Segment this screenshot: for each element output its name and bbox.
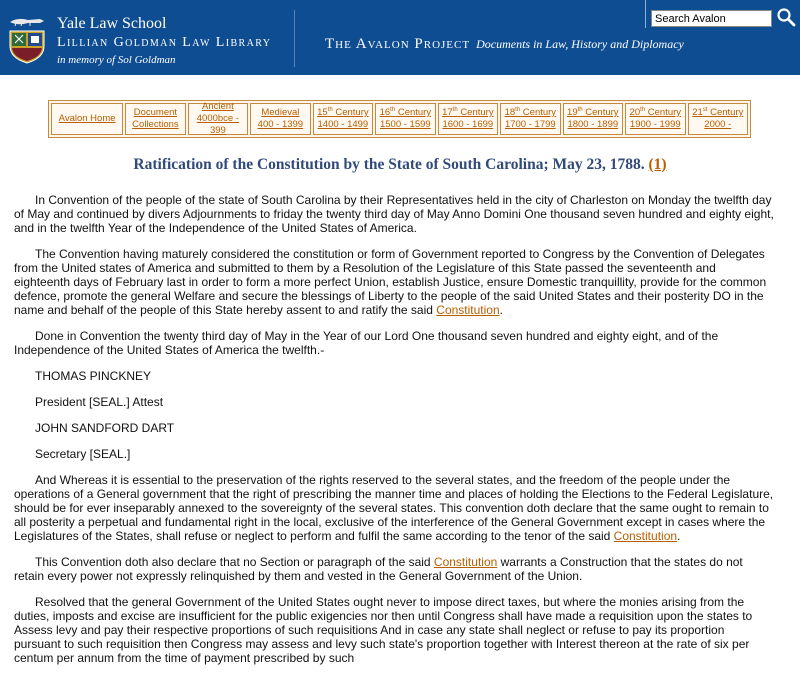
paragraph-1: In Convention of the people of the state of South Carolina by their Representatives held in the city of Charleston on Monday the twelfth day of May and continued by divers Adjournments to friday the twenty third day of May Anno Domini One thousand seven hundred and eighty eight, and in the twelfth Year of the Independence of the United States of America. xyxy=(14,193,774,235)
nav-label xyxy=(189,101,247,137)
signature-title: Secretary [SEAL.] xyxy=(35,447,131,461)
nav-sup: th xyxy=(515,106,521,113)
nav-word: Century xyxy=(522,107,557,118)
alligator-icon xyxy=(8,14,46,28)
nav-sup: st xyxy=(702,106,708,113)
nav-label xyxy=(258,107,303,131)
nav-18th-century[interactable] xyxy=(500,103,560,135)
nav-num: 17 xyxy=(442,107,453,118)
nav-word: Century xyxy=(647,107,682,118)
nav-label xyxy=(630,107,682,131)
signature-name: JOHN SANDFORD DART xyxy=(35,421,175,435)
yale-shield-icon xyxy=(8,30,46,64)
paragraph-text: This Convention doth also declare that no Section or paragraph of the said xyxy=(35,555,434,569)
nav-label xyxy=(505,107,557,131)
nav-line2: 1500 - 1599 xyxy=(379,119,431,130)
nav-avalon-home[interactable] xyxy=(51,103,123,135)
nav-word: Century xyxy=(710,107,744,118)
constitution-link[interactable]: Constitution xyxy=(613,529,678,543)
nav-line2: Collections xyxy=(132,119,179,130)
project-name: The Avalon Project xyxy=(325,36,471,52)
nav-medieval[interactable] xyxy=(250,103,310,135)
paragraph-5 xyxy=(14,555,774,583)
nav-sup: th xyxy=(452,106,458,113)
nav-label xyxy=(442,107,494,131)
paragraph-text: . xyxy=(677,529,681,543)
paragraph-text: . xyxy=(499,303,503,317)
nav-15th-century[interactable] xyxy=(313,103,373,135)
nav-line2: 1400 - 1499 xyxy=(317,119,369,130)
nav-21st-century[interactable] xyxy=(688,103,748,135)
magnifier-icon[interactable] xyxy=(776,7,796,27)
paragraph-4 xyxy=(14,473,774,543)
library-name: Lillian Goldman Law Library xyxy=(57,35,272,50)
nav-sup: th xyxy=(577,106,583,113)
project-subtitle: Documents in Law, History and Diplomacy xyxy=(476,37,684,51)
paragraph-6: Resolved that the general Government of the United States ought never to impose direct taxes, but where the monies arising from the duties, imposts and excise are insufficient for the public exigencies nor then until Congress shall have made a requisition upon the states to Assess levy and pay their respective proportions of such requisitions And in case any state shall neglect or refuse to pay its proportion pursuant to such requisition then Congress may assess and levy such state's proportion together with Interest thereon at the rate of six per centum per annum from the time of payment prescribed by such xyxy=(14,595,753,665)
constitution-link[interactable]: Constitution xyxy=(433,555,498,569)
constitution-link[interactable]: Constitution xyxy=(436,303,500,317)
header-divider xyxy=(294,10,295,67)
nav-label xyxy=(692,107,743,131)
signature-title: President [SEAL.] Attest xyxy=(35,395,164,409)
nav-line2: 2000 - xyxy=(704,119,732,130)
nav-label: Avalon Home xyxy=(58,113,116,124)
nav-line2: 1800 - 1899 xyxy=(567,119,619,130)
nav-line2: 400 - 1399 xyxy=(257,119,304,130)
nav-num: 15 xyxy=(317,107,328,118)
project-title xyxy=(325,36,684,53)
paragraph-3: Done in Convention the twenty third day of May in the Year of our Lord One thousand seven hundred and eighty eight, and of the Independence of the United States of America the twelfth.- xyxy=(14,329,719,357)
nav-line2: 1700 - 1799 xyxy=(504,119,556,130)
nav-word: Century xyxy=(397,107,432,118)
footnote-link[interactable]: (1) xyxy=(648,156,667,173)
nav-num: 16 xyxy=(379,107,391,118)
memorial-line: in memory of Sol Goldman xyxy=(57,54,176,66)
paragraph-text: warrants a Construction that the states do not retain every power not expressly relinquished by them and vested in the General Government of the Union. xyxy=(14,555,743,583)
nav-label xyxy=(380,107,432,131)
nav-line1: Ancient xyxy=(202,101,234,112)
nav-word: Century xyxy=(585,107,619,118)
nav-line2: 1900 - 1999 xyxy=(629,119,681,130)
era-navigation xyxy=(48,100,751,138)
nav-sup: th xyxy=(390,106,396,113)
nav-16th-century[interactable] xyxy=(375,103,435,135)
nav-ancient[interactable] xyxy=(188,103,248,135)
page-title-text: Ratification of the Constitution by the State of South Carolina; May 23, 1788. xyxy=(133,156,645,173)
nav-line2: 1600 - 1699 xyxy=(442,119,494,130)
paragraph-text: And Whereas it is essential to the preservation of the rights reserved to the several states, and the freedom of the people under the operations of a General government that the right of prescribing the manner time and places of holding the Elections to the Federal Legislature, should be for ever inseparably annexed to the sovereignty of the several states. This convention doth declare that the same ought to remain to all posterity a perpetual and fundamental right in the local, exclusive of the interference of the General Government except in cases where the Legislatures of the States, shall refuse or neglect to perform and fulfil the same according to the tenor of the said xyxy=(14,473,774,543)
nav-line2: 4000bce - 399 xyxy=(196,113,240,136)
search-divider xyxy=(645,0,646,28)
paragraph-2 xyxy=(14,247,774,317)
nav-sup: th xyxy=(640,106,646,113)
nav-label xyxy=(567,107,619,131)
nav-word: Century xyxy=(460,107,494,118)
nav-line1: Medieval xyxy=(261,107,300,118)
document-body xyxy=(14,193,774,677)
nav-num: 18 xyxy=(504,107,516,118)
site-header xyxy=(0,0,800,75)
page-title xyxy=(0,156,800,174)
nav-num: 19 xyxy=(567,107,578,118)
nav-line1: Document xyxy=(133,107,178,118)
nav-sup: th xyxy=(327,106,333,113)
nav-20th-century[interactable] xyxy=(625,103,685,135)
nav-17th-century[interactable] xyxy=(438,103,498,135)
nav-19th-century[interactable] xyxy=(563,103,623,135)
nav-num: 21 xyxy=(692,107,703,118)
signature-name: THOMAS PINCKNEY xyxy=(35,369,152,383)
search-input[interactable] xyxy=(651,10,772,27)
paragraph-text: The Convention having maturely considered the constitution or form of Government reported to Congress by the Convention of Delegates from the United states of America and submitted to them by a Resolution of the Legislature of this State passed the seventeenth and eighteenth days of February last in order to form a more perfect Union, establish Justice, ensure Domestic tranquillity, provide for the common defence, promote the general Welfare and secure the blessings of Liberty to the people of the said United States and their posterity DO in the name and behalf of the people of this State hereby assent to and ratify the said xyxy=(14,247,767,317)
nav-word: Century xyxy=(335,107,369,118)
nav-num: 20 xyxy=(629,107,641,118)
nav-label xyxy=(132,107,178,131)
nav-document-collections[interactable] xyxy=(125,103,185,135)
school-name: Yale Law School xyxy=(57,15,167,32)
nav-label xyxy=(317,107,369,131)
